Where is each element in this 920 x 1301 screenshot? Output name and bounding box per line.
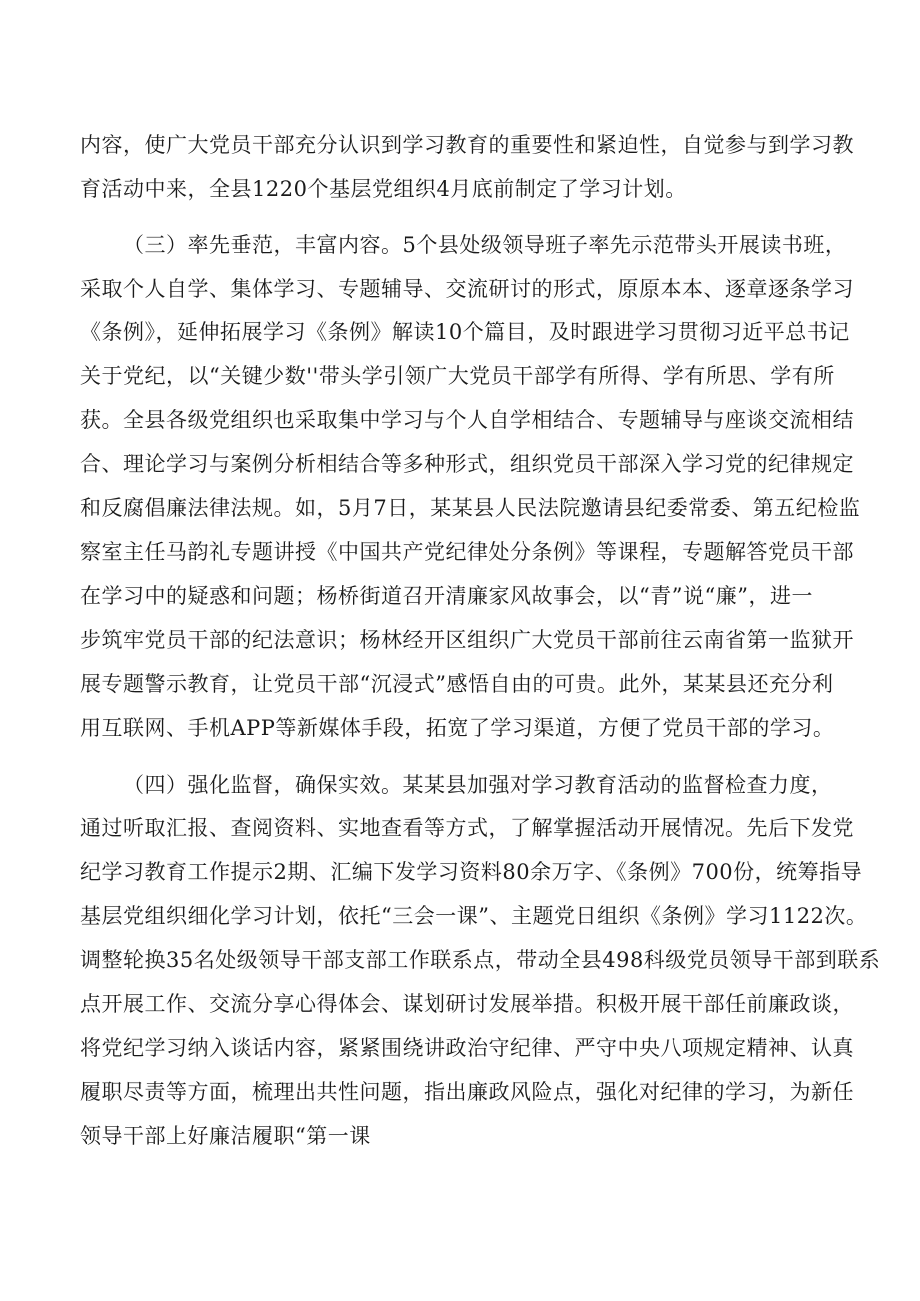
text-line: 通过听取汇报、查阅资料、实地查看等方式，了解掌握活动开展情况。先后下发党 [80, 816, 854, 840]
text-line: 合、理论学习与案例分析相结合等多种形式，组织党员干部深入学习党的纪律规定 [80, 452, 854, 476]
text-line: 用互联网、手机APP等新媒体手段，拓宽了学习渠道，方便了党员干部的学习。 [80, 716, 835, 740]
paragraph-heading-line: （三）率先垂范，丰富内容。5个县处级领导班子率先示范带头开展读书班， [123, 233, 847, 257]
text-line: 采取个人自学、集体学习、专题辅导、交流研讨的形式，原原本本、逐章逐条学习 [80, 277, 854, 301]
text-line: 履职尽责等方面，梳理出共性问题，指出廉政风险点，强化对纪律的学习，为新任 [80, 1080, 854, 1104]
text-line: 获。全县各级党组织也采取集中学习与个人自学相结合、专题辅导与座谈交流相结 [80, 408, 854, 432]
text-line: 调整轮换35名处级领导干部支部工作联系点，带动全县498科级党员领导干部到联系 [80, 948, 881, 972]
text-line: 关于党纪，以“关键少数''带头学引领广大党员干部学有所得、学有所思、学有所 [80, 364, 835, 388]
text-line: 将党纪学习纳入谈话内容，紧紧围绕讲政治守纪律、严守中央八项规定精神、认真 [80, 1036, 854, 1060]
text-line: 纪学习教育工作提示2期、汇编下发学习资料80余万字、《条例》700份，统筹指导 [80, 860, 863, 884]
text-line: 和反腐倡廉法律法规。如，5月7日，某某县人民法院邀请县纪委常委、第五纪检监 [80, 496, 861, 520]
text-line: 步筑牢党员干部的纪法意识；杨林经开区组织广大党员干部前往云南省第一监狱开 [80, 628, 854, 652]
text-line: 在学习中的疑惑和问题；杨桥街道召开清廉家风故事会，以“青”说“廉”，进一 [80, 584, 813, 608]
text-line: 领导干部上好廉洁履职“第一课 [80, 1124, 371, 1148]
text-line: 内容，使广大党员干部充分认识到学习教育的重要性和紧迫性，自觉参与到学习教 [80, 133, 854, 157]
text-line: 展专题警示教育，让党员干部“沉浸式”感悟自由的可贵。此外，某某县还充分利 [80, 672, 834, 696]
text-line: 点开展工作、交流分享心得体会、谋划研讨发展举措。积极开展干部任前廉政谈， [80, 992, 854, 1016]
text-line: 《条例》，延伸拓展学习《条例》解读10个篇目，及时跟进学习贯彻习近平总书记 [80, 320, 850, 344]
text-line: 察室主任马韵礼专题讲授《中国共产党纪律处分条例》等课程，专题解答党员干部 [80, 540, 854, 564]
paragraph-heading-line: （四）强化监督，确保实效。某某县加强对学习教育活动的监督检查力度， [123, 773, 833, 797]
text-line: 基层党组织细化学习计划，依托“三会一课”、主题党日组织《条例》学习1122次。 [80, 904, 868, 928]
text-line: 育活动中来，全县1220个基层党组织4月底前制定了学习计划。 [80, 177, 687, 201]
